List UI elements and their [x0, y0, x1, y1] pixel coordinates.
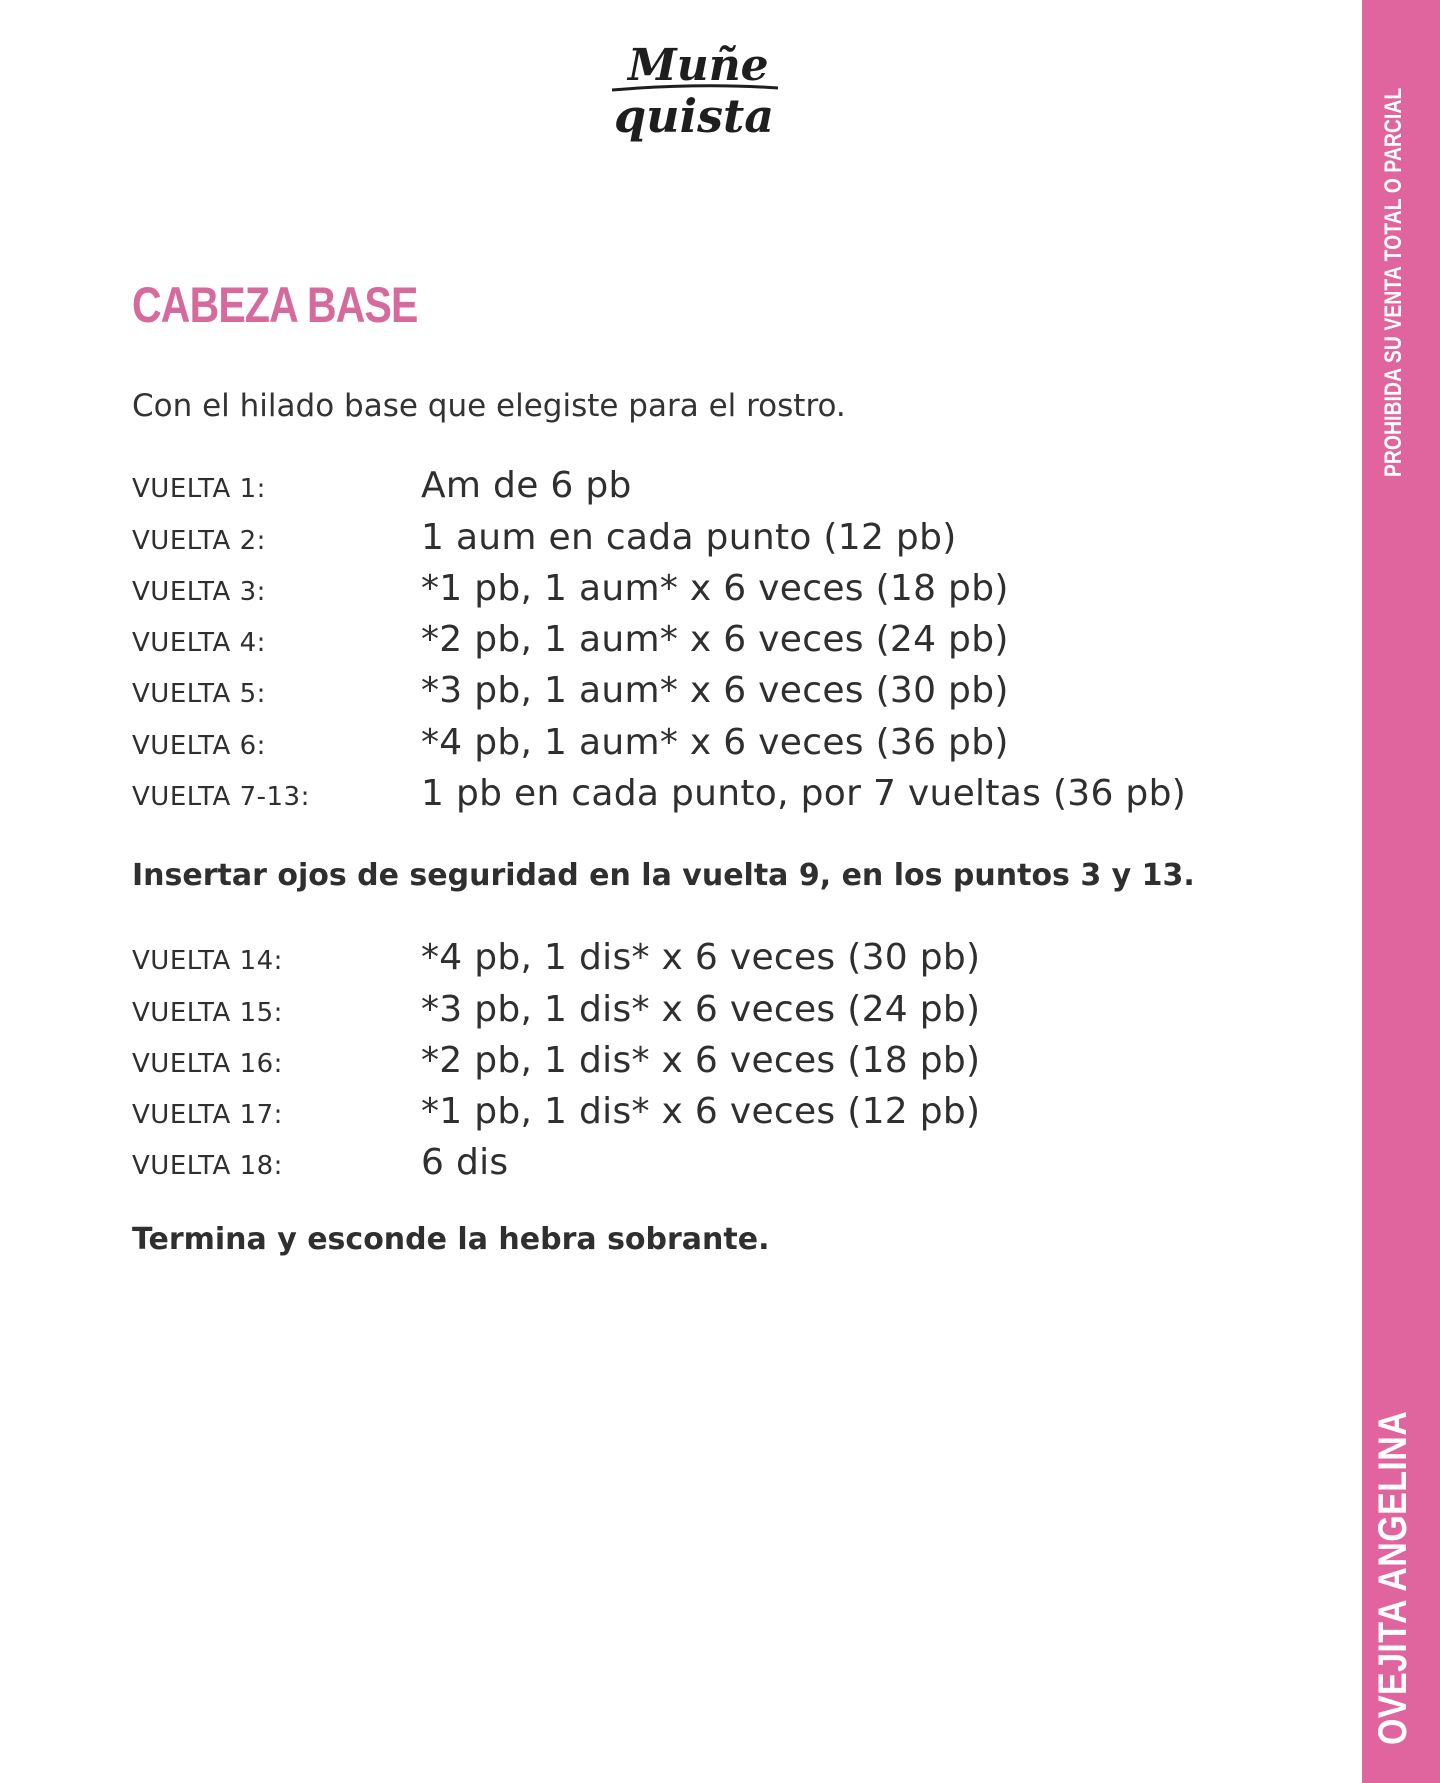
round-instruction: 6 dis [421, 1142, 509, 1184]
round-label: VUELTA 14: [132, 946, 283, 977]
rounds-list-1 [132, 462, 1252, 821]
logo-line-1: Muñe [628, 40, 769, 91]
brand-logo [610, 28, 790, 158]
round-label: VUELTA 7-13: [132, 782, 310, 813]
round-row [132, 718, 1252, 769]
round-label: VUELTA 18: [132, 1151, 283, 1182]
round-row [132, 616, 1252, 667]
round-label: VUELTA 15: [132, 997, 283, 1028]
copyright-notice: PROHIBIDA SU VENTA TOTAL O PARCIAL [1380, 87, 1407, 478]
page-title: CABEZA BASE [132, 277, 418, 333]
round-instruction: *2 pb, 1 dis* x 6 veces (18 pb) [421, 1039, 981, 1081]
round-instruction: *3 pb, 1 aum* x 6 veces (30 pb) [421, 670, 1009, 712]
round-instruction: 1 pb en cada punto, por 7 vueltas (36 pb) [421, 773, 1187, 815]
end-note: Termina y esconde la hebra sobrante. [132, 1222, 770, 1257]
logo-line-2: quista [614, 89, 775, 143]
round-label: VUELTA 16: [132, 1048, 283, 1079]
round-row [132, 565, 1252, 616]
round-row [132, 770, 1252, 821]
round-label: VUELTA 2: [132, 525, 266, 556]
round-label: VUELTA 6: [132, 730, 266, 761]
pattern-name: OVEJITA ANGELINA [1371, 1410, 1415, 1745]
round-label: VUELTA 17: [132, 1100, 283, 1131]
eyes-note: Insertar ojos de seguridad en la vuelta 9, en los puntos 3 y 13. [132, 858, 1195, 893]
round-label: VUELTA 3: [132, 576, 266, 607]
round-instruction: Am de 6 pb [421, 465, 632, 507]
round-row [132, 1037, 1252, 1088]
round-row [132, 667, 1252, 718]
round-row [132, 513, 1252, 564]
round-row [132, 1088, 1252, 1139]
round-instruction: *1 pb, 1 aum* x 6 veces (18 pb) [421, 567, 1009, 609]
round-instruction: *3 pb, 1 dis* x 6 veces (24 pb) [421, 988, 981, 1030]
round-instruction: *2 pb, 1 aum* x 6 veces (24 pb) [421, 619, 1009, 661]
round-instruction: *4 pb, 1 dis* x 6 veces (30 pb) [421, 937, 981, 979]
round-row [132, 934, 1252, 985]
intro-text: Con el hilado base que elegiste para el rostro. [132, 388, 846, 424]
rounds-list-2 [132, 934, 1252, 1190]
round-instruction: *4 pb, 1 aum* x 6 veces (36 pb) [421, 721, 1009, 763]
round-instruction: *1 pb, 1 dis* x 6 veces (12 pb) [421, 1091, 981, 1133]
round-row [132, 1139, 1252, 1190]
round-label: VUELTA 1: [132, 474, 266, 505]
round-instruction: 1 aum en cada punto (12 pb) [421, 516, 957, 558]
round-label: VUELTA 4: [132, 628, 266, 659]
round-row [132, 462, 1252, 513]
round-row [132, 985, 1252, 1036]
round-label: VUELTA 5: [132, 679, 266, 710]
